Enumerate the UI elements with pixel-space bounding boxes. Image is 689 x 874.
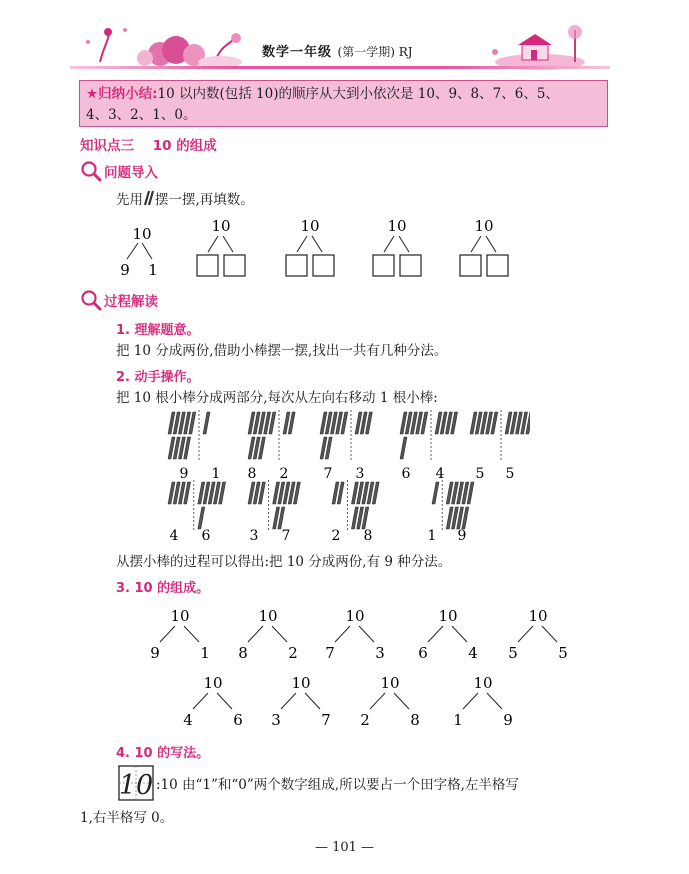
tree-left: 6 (418, 644, 428, 662)
summary-line-1: 10 以内数(包括 10)的顺序从大到小依次是 10、9、8、7、6、5、 (157, 86, 559, 102)
tree-left: 4 (183, 711, 193, 729)
tree-left: 8 (238, 644, 248, 662)
comp-row1-tree-1 (150, 607, 210, 662)
book-subtitle: (第一学期) RJ (337, 45, 413, 59)
tree-left: 5 (508, 644, 518, 662)
tree-top: 10 (528, 607, 548, 625)
tree-branch-right (487, 693, 502, 709)
step1-text: 把 10 分成两份,借助小棒摆一摆,找出一共有几种分法。 (116, 343, 448, 359)
intro-diagrams (100, 215, 540, 285)
intro-blank-1 (197, 217, 245, 276)
tree-top: 10 (291, 674, 311, 692)
stick-label-right: 5 (505, 466, 515, 482)
instruction-post: 摆一摆,再填数。 (155, 192, 254, 208)
intro-example-diagram (120, 225, 158, 279)
stick-label-right: 6 (201, 528, 211, 544)
stick (400, 437, 407, 459)
stick-label-left: 8 (247, 466, 257, 482)
tree-top: 10 (258, 607, 278, 625)
writing-grid (118, 765, 154, 801)
stick (198, 507, 205, 529)
tree-top: 10 (170, 607, 190, 625)
stick-label-left: 9 (179, 466, 189, 482)
stick-row1-group-5 (470, 410, 530, 460)
blank-box-1a[interactable] (197, 255, 218, 276)
tree-right: 9 (503, 711, 513, 729)
blank-box-4a[interactable] (460, 255, 481, 276)
stick-label-right: 3 (355, 466, 365, 482)
tree-branch-left (518, 626, 533, 642)
tree-right: 3 (375, 644, 385, 662)
instruction-pre: 先用 (116, 192, 143, 208)
comp-row2-tree-4 (453, 674, 513, 729)
tree-left: 1 (453, 711, 463, 729)
stick-row2-group-4 (432, 480, 474, 530)
comp-row1-tree-2 (238, 607, 298, 662)
tree-branch-right (359, 626, 374, 642)
blank-box-3b[interactable] (400, 255, 421, 276)
tree-branch-right (542, 626, 557, 642)
blank-box-4b[interactable] (487, 255, 508, 276)
tree-branch-right (217, 693, 232, 709)
tree-top: 10 (345, 607, 365, 625)
tree-branch-left (335, 626, 350, 642)
comp-row1-tree-3 (325, 607, 385, 662)
tree-branch-left (370, 693, 385, 709)
process-heading: 过程解读 (104, 294, 158, 310)
tree-right: 8 (410, 711, 420, 729)
step4-line-2: 1,右半格写 0。 (80, 810, 174, 826)
tree-left: 2 (360, 711, 370, 729)
tree-top: 10 (473, 674, 493, 692)
step2-text: 把 10 根小棒分成两部分,每次从左向右移动 1 根小棒: (116, 390, 438, 406)
tree-branch-left (281, 693, 296, 709)
book-title: 数学一年级 (262, 45, 333, 60)
stick-label-left: 1 (427, 528, 437, 544)
knowledge-point-label: 知识点三 (80, 138, 134, 154)
comp-row2-tree-2 (271, 674, 331, 729)
stick-row2-group-2 (248, 480, 300, 530)
stick-row1-group-2 (248, 410, 295, 460)
magnifier-icon (80, 160, 102, 182)
tree-right: 5 (558, 644, 568, 662)
tree-branch-right (272, 626, 287, 642)
stick (203, 412, 210, 434)
summary-line-2: 4、3、2、1、0。 (86, 107, 197, 123)
stick-label-left: 2 (331, 528, 341, 544)
conclusion-text: 从摆小棒的过程可以得出:把 10 分成两份,有 9 种分法。 (116, 554, 452, 570)
stick-row1-group-3 (320, 410, 372, 460)
stick-label-left: 7 (323, 466, 333, 482)
stick-label-right: 7 (281, 528, 291, 544)
stick-label-left: 4 (169, 528, 179, 544)
tree-branch-right (184, 626, 199, 642)
tree-branch-left (428, 626, 443, 642)
summary-box (79, 80, 608, 127)
tree-branch-left (248, 626, 263, 642)
header-right-ornament (492, 25, 585, 70)
comp-row1-tree-4 (418, 607, 478, 662)
step3-title: 3. 10 的组成。 (116, 581, 210, 596)
blank-top-4: 10 (474, 217, 494, 235)
composition-diagram (135, 600, 585, 735)
tree-branch-right (305, 693, 320, 709)
tree-right: 2 (288, 644, 298, 662)
tree-branch-right (452, 626, 467, 642)
stick-diagram (160, 410, 530, 545)
intro-blank-4 (460, 217, 508, 276)
blank-top-2: 10 (300, 217, 320, 235)
knowledge-point-heading (80, 134, 217, 154)
step4-title: 4. 10 的写法。 (116, 746, 210, 761)
tree-top: 10 (438, 607, 458, 625)
header-title (262, 41, 413, 60)
tree-left: 3 (271, 711, 281, 729)
step1-title: 1. 理解题意。 (116, 323, 200, 338)
tree-right: 1 (200, 644, 210, 662)
blank-top-3: 10 (387, 217, 407, 235)
knowledge-point-title: 10 的组成 (152, 138, 217, 154)
intro-blank-2 (286, 217, 334, 276)
intro-heading: 问题导入 (104, 165, 158, 181)
page-number: — 101 — (314, 840, 375, 855)
stick-label-right: 9 (457, 528, 467, 544)
header-left-ornament (86, 28, 242, 68)
stick-label-right: 1 (211, 466, 221, 482)
step2-title: 2. 动手操作。 (116, 370, 200, 385)
tree-right: 4 (468, 644, 478, 662)
stick (432, 482, 439, 504)
blank-box-2a[interactable] (286, 255, 307, 276)
tree-right: 6 (233, 711, 243, 729)
stick-row2-group-1 (168, 480, 226, 530)
comp-row1-tree-5 (508, 607, 568, 662)
tree-branch-left (160, 626, 175, 642)
stick-label-left: 3 (249, 528, 259, 544)
sticks-icon (143, 190, 155, 206)
stick-row2-group-3 (332, 480, 379, 530)
blank-box-3a[interactable] (373, 255, 394, 276)
stick-label-right: 2 (279, 466, 289, 482)
stick-label-left: 6 (401, 466, 411, 482)
blank-box-2b[interactable] (313, 255, 334, 276)
tree-branch-left (463, 693, 478, 709)
step4-line-1: :10 由“1”和“0”两个数字组成,所以要占一个田字格,左半格写 (156, 777, 519, 793)
stick-label-left: 5 (475, 466, 485, 482)
comp-row2-tree-3 (360, 674, 420, 729)
stick-row1-group-4 (400, 410, 458, 460)
header-rule (70, 66, 610, 69)
intro-example-right: 1 (148, 261, 158, 279)
intro-example-top: 10 (132, 225, 152, 243)
summary-lead: ★归纳小结: (86, 86, 158, 102)
writing-grid-glyph: 10 (118, 770, 154, 801)
tree-branch-left (193, 693, 208, 709)
magnifier-icon-2 (80, 289, 102, 311)
intro-example-left: 9 (120, 261, 130, 279)
tree-top: 10 (203, 674, 223, 692)
tree-left: 9 (150, 644, 160, 662)
intro-instruction (116, 190, 254, 210)
blank-box-1b[interactable] (224, 255, 245, 276)
tree-branch-right (394, 693, 409, 709)
blank-top-1: 10 (211, 217, 231, 235)
tree-left: 7 (325, 644, 335, 662)
stick-label-right: 4 (435, 466, 445, 482)
comp-row2-tree-1 (183, 674, 243, 729)
stick-row1-group-1 (168, 410, 210, 460)
tree-right: 7 (321, 711, 331, 729)
intro-blank-3 (373, 217, 421, 276)
tree-top: 10 (380, 674, 400, 692)
stick-label-right: 8 (363, 528, 373, 544)
